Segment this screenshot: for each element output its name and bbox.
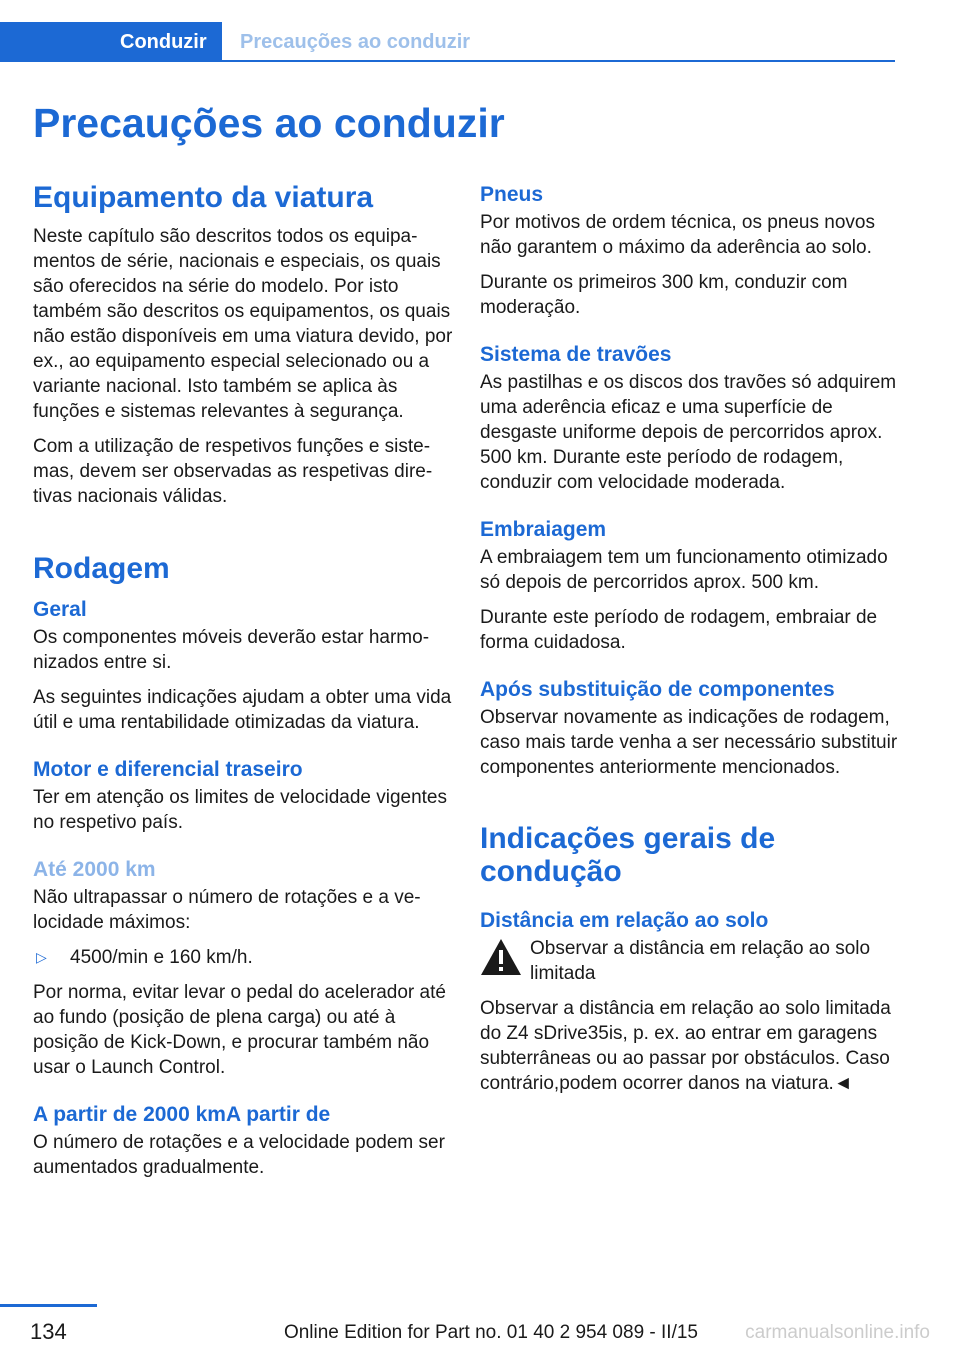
bullet-text: 4500/min e 160 km/h. bbox=[70, 947, 253, 968]
paragraph-geral-2: As seguintes indicações ajudam a obter uma vida útil e uma rentabilidade otimizadas da viatura. bbox=[33, 687, 452, 733]
warning-title: Observar a distância em relação ao solo limitada bbox=[530, 938, 871, 984]
header-band bbox=[0, 0, 895, 62]
tab-section-conduzir[interactable]: Conduzir bbox=[0, 22, 222, 62]
paragraph-equipamento-1: Neste capítulo são descritos todos os equipamentos de série, nacionais e especiais, os quais são oferecidos na série do modelo. Por isto também são descritos os equipamentos, os quais não estão disponíveis em uma viatura devido, por ex., ao equipamento especial selecionado ou a variante nacional. Isto também se aplica às funções e sistemas relevantes à segurança. bbox=[33, 226, 453, 422]
paragraph-embraiagem-1: A embraiagem tem um funcionamento otimizado só depois de percorridos aprox. 500 km. bbox=[480, 547, 888, 593]
paragraph-norma: Por norma, evitar levar o pedal do acelerador até ao fundo (posição de plena carga) ou até à posição de Kick-Down, e procurar também não usar o Launch Control. bbox=[33, 982, 446, 1078]
page-number: 134 bbox=[30, 1319, 67, 1344]
paragraph-pneus-1: Por motivos de ordem técnica, os pneus novos não garantem o máximo da aderência ao solo. bbox=[480, 212, 875, 258]
paragraph-ate-2000: Não ultrapassar o número de rotações e a velocidade máximos: bbox=[33, 887, 421, 933]
page-title: Precauções ao conduzir bbox=[33, 100, 505, 146]
paragraph-embraiagem-2: Durante este período de rodagem, embraiar de forma cuidadosa. bbox=[480, 607, 878, 653]
tab-chapter-precaucoes[interactable]: Precauções ao conduzir bbox=[240, 31, 471, 53]
heading-a-partir: A partir de 2000 kmA partir de bbox=[33, 1103, 331, 1126]
paragraph-motor: Ter em atenção os limites de velocidade vigentes no respetivo país. bbox=[33, 787, 448, 833]
paragraph-a-partir: O número de rotações e a velocidade podem ser aumentados gradualmente. bbox=[33, 1132, 445, 1178]
heading-rodagem: Rodagem bbox=[33, 552, 170, 585]
warning-triangle-icon bbox=[480, 936, 530, 986]
heading-embraiagem: Embraiagem bbox=[480, 518, 607, 541]
paragraph-distancia: Observar a distância em relação ao solo limitada do Z4 sDrive35is, p. ex. ao entrar em garagens subterrâneas ou ao passar por obstáculos. Caso contrário,podem ocorrer danos na viatura.◄ bbox=[480, 998, 891, 1094]
paragraph-apos: Observar novamente as indicações de rodagem, caso mais tarde venha a ser necessário substituir componentes anteriormente mencionados. bbox=[480, 707, 898, 778]
heading-indicacoes: Indicações gerais de condução bbox=[480, 822, 776, 888]
heading-motor: Motor e diferencial traseiro bbox=[33, 758, 303, 781]
left-column bbox=[33, 180, 453, 1190]
footer-rule bbox=[0, 1304, 97, 1307]
bullet-item bbox=[33, 945, 453, 970]
heading-distancia: Distância em relação ao solo bbox=[480, 909, 769, 932]
paragraph-travoes: As pastilhas e os discos dos travões só adquirem uma aderência eficaz e uma superfície de desgaste uniforme depois de percorridos aprox. 500 km. Durante este período de rodagem, conduzir com velocidade moderada. bbox=[480, 372, 897, 493]
paragraph-equipamento-2: Com a utilização de respetivos funções e sistemas, devem ser observadas as respetivas diretivas nacionais válidas. bbox=[33, 436, 433, 507]
paragraph-geral-1: Os componentes móveis deverão estar harmonizados entre si. bbox=[33, 627, 430, 673]
warning-block bbox=[480, 936, 900, 986]
right-column bbox=[480, 180, 900, 1106]
triangle-right-icon: ▷ bbox=[36, 949, 47, 965]
heading-equipamento: Equipamento da viatura bbox=[33, 181, 374, 214]
watermark: carmanualsonline.info bbox=[745, 1322, 930, 1343]
edition-note: Online Edition for Part no. 01 40 2 954 089 - II/15 bbox=[283, 1322, 698, 1343]
heading-ate-2000: Até 2000 km bbox=[33, 858, 156, 881]
heading-geral: Geral bbox=[33, 598, 87, 621]
heading-pneus: Pneus bbox=[480, 183, 544, 206]
heading-travoes: Sistema de travões bbox=[480, 343, 672, 366]
heading-apos: Após substituição de componentes bbox=[480, 678, 835, 701]
paragraph-pneus-2: Durante os primeiros 300 km, conduzir com moderação. bbox=[480, 272, 848, 318]
